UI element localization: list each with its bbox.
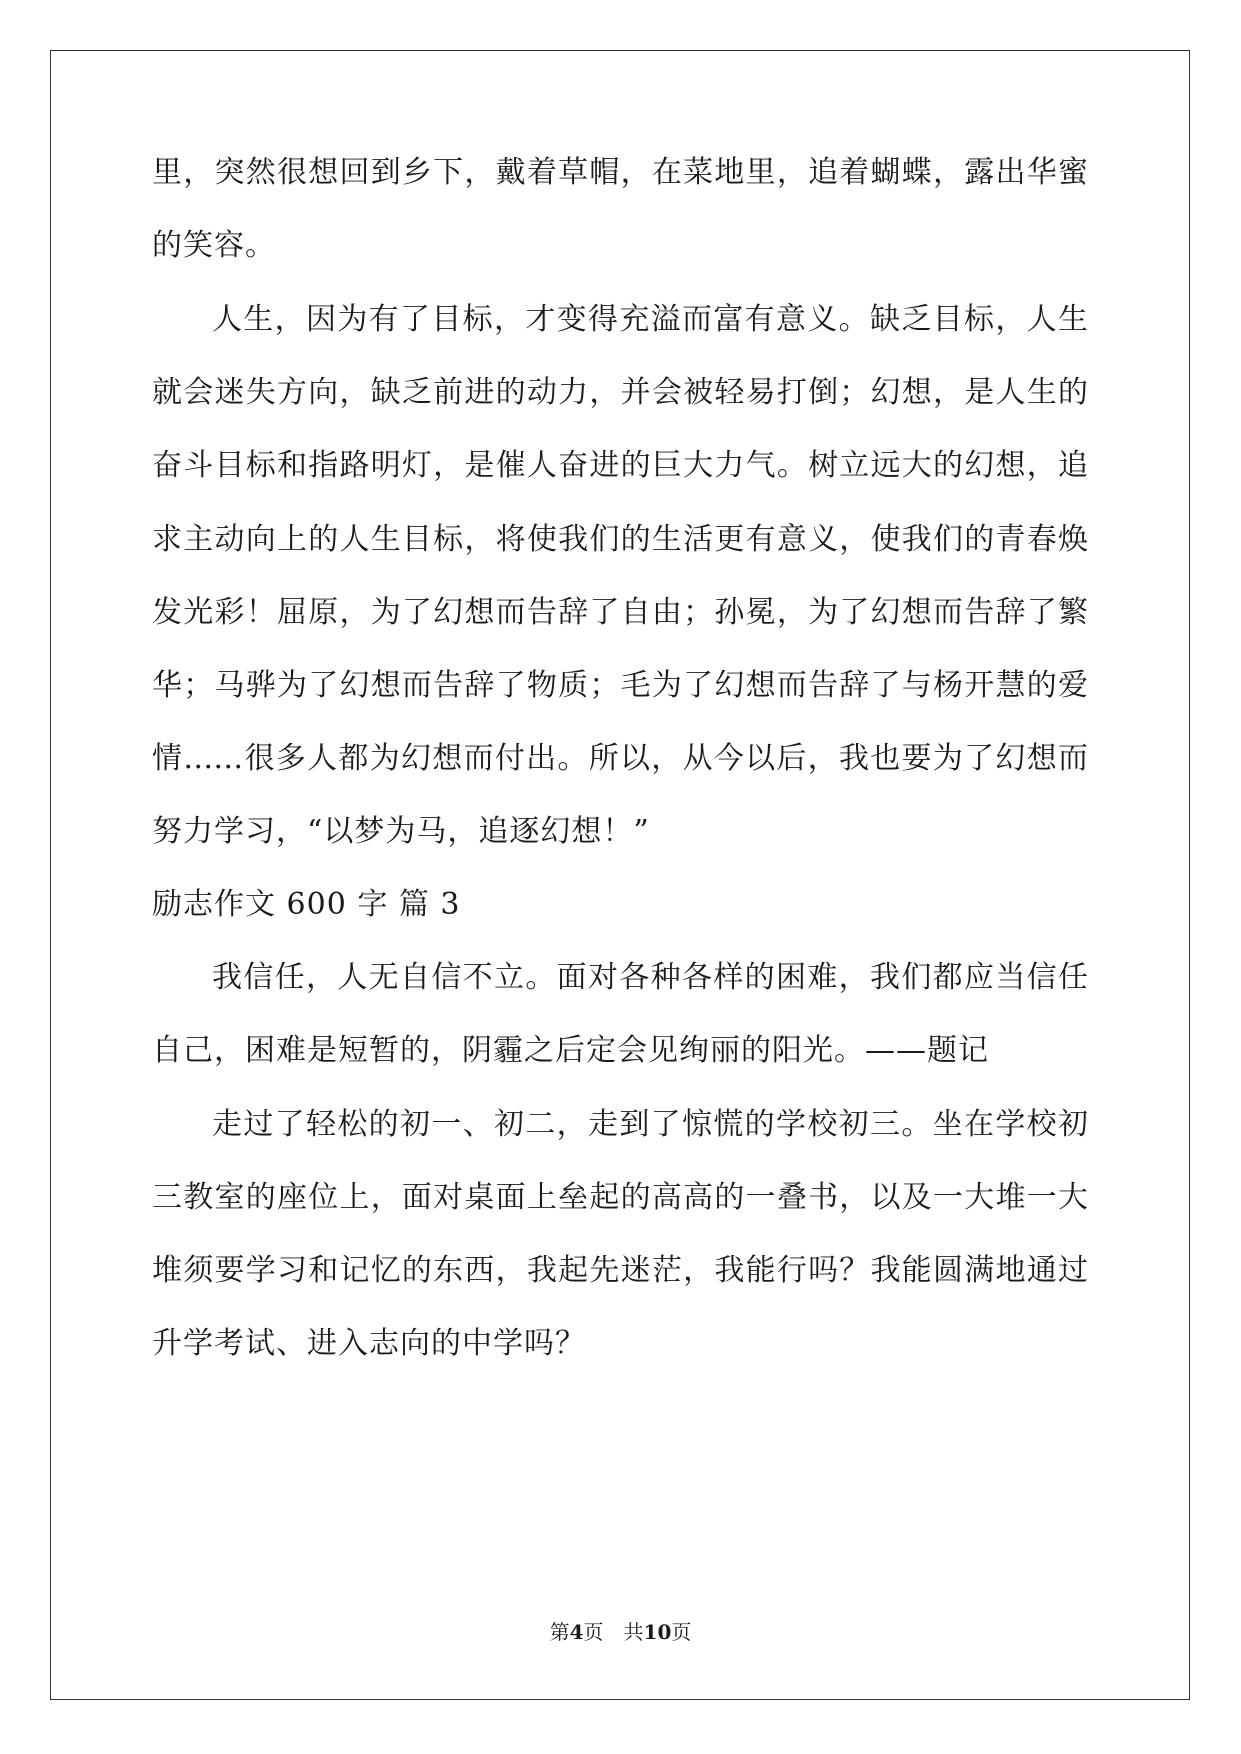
paragraph-first-line: 人生，因为有了目标，才变得充溢而富有意义。缺乏目标，人生 (212, 302, 1088, 337)
text-line: 的笑容。 (152, 228, 276, 263)
text-line: 堆须要学习和记忆的东西，我起先迷茫，我能行吗？我能圆满地通过 (152, 1253, 1088, 1288)
section-heading: 励志作文 600 字 篇 3 (152, 887, 461, 922)
text-line: 发光彩！屈原，为了幻想而告辞了自由；孙冕，为了幻想而告辞了繁 (152, 595, 1088, 630)
text-line: 华；马骅为了幻想而告辞了物质；毛为了幻想而告辞了与杨开慧的爱 (152, 668, 1088, 703)
total-pages-number: 10 (643, 1620, 672, 1644)
page-label-prefix: 第 (549, 1620, 570, 1644)
page-label-suffix: 页 (671, 1620, 692, 1644)
text-line: 升学考试、进入志向的中学吗？ (152, 1326, 586, 1361)
text-line: 自己，困难是短暂的，阴霾之后定会见绚丽的阳光。——题记 (152, 1033, 989, 1068)
text-line: 求主动向上的人生目标，将使我们的生活更有意义，使我们的青春焕 (152, 522, 1088, 557)
paragraph-first-line: 我信任，人无自信不立。面对各种各样的困难，我们都应当信任 (212, 960, 1088, 995)
text-line: 三教室的座位上，面对桌面上垒起的高高的一叠书，以及一大堆一大 (152, 1180, 1088, 1215)
page-footer (0, 1620, 1241, 1644)
text-line: 情……很多人都为幻想而付出。所以，从今以后，我也要为了幻想而 (152, 741, 1088, 776)
text-line: 里，突然很想回到乡下，戴着草帽，在菜地里，追着蝴蝶，露出华蜜 (152, 155, 1088, 190)
page-frame (50, 50, 1190, 1700)
text-line: 努力学习，“以梦为马，追逐幻想！” (152, 814, 650, 849)
text-line: 就会迷失方向，缺乏前进的动力，并会被轻易打倒；幻想，是人生的 (152, 375, 1088, 410)
text-line: 奋斗目标和指路明灯，是催人奋进的巨大力气。树立远大的幻想，追 (152, 448, 1088, 483)
current-page-number: 4 (569, 1620, 584, 1644)
paragraph-first-line: 走过了轻松的初一、初二，走到了惊慌的学校初三。坐在学校初 (212, 1107, 1088, 1142)
page-label-mid: 页 共 (583, 1620, 644, 1644)
